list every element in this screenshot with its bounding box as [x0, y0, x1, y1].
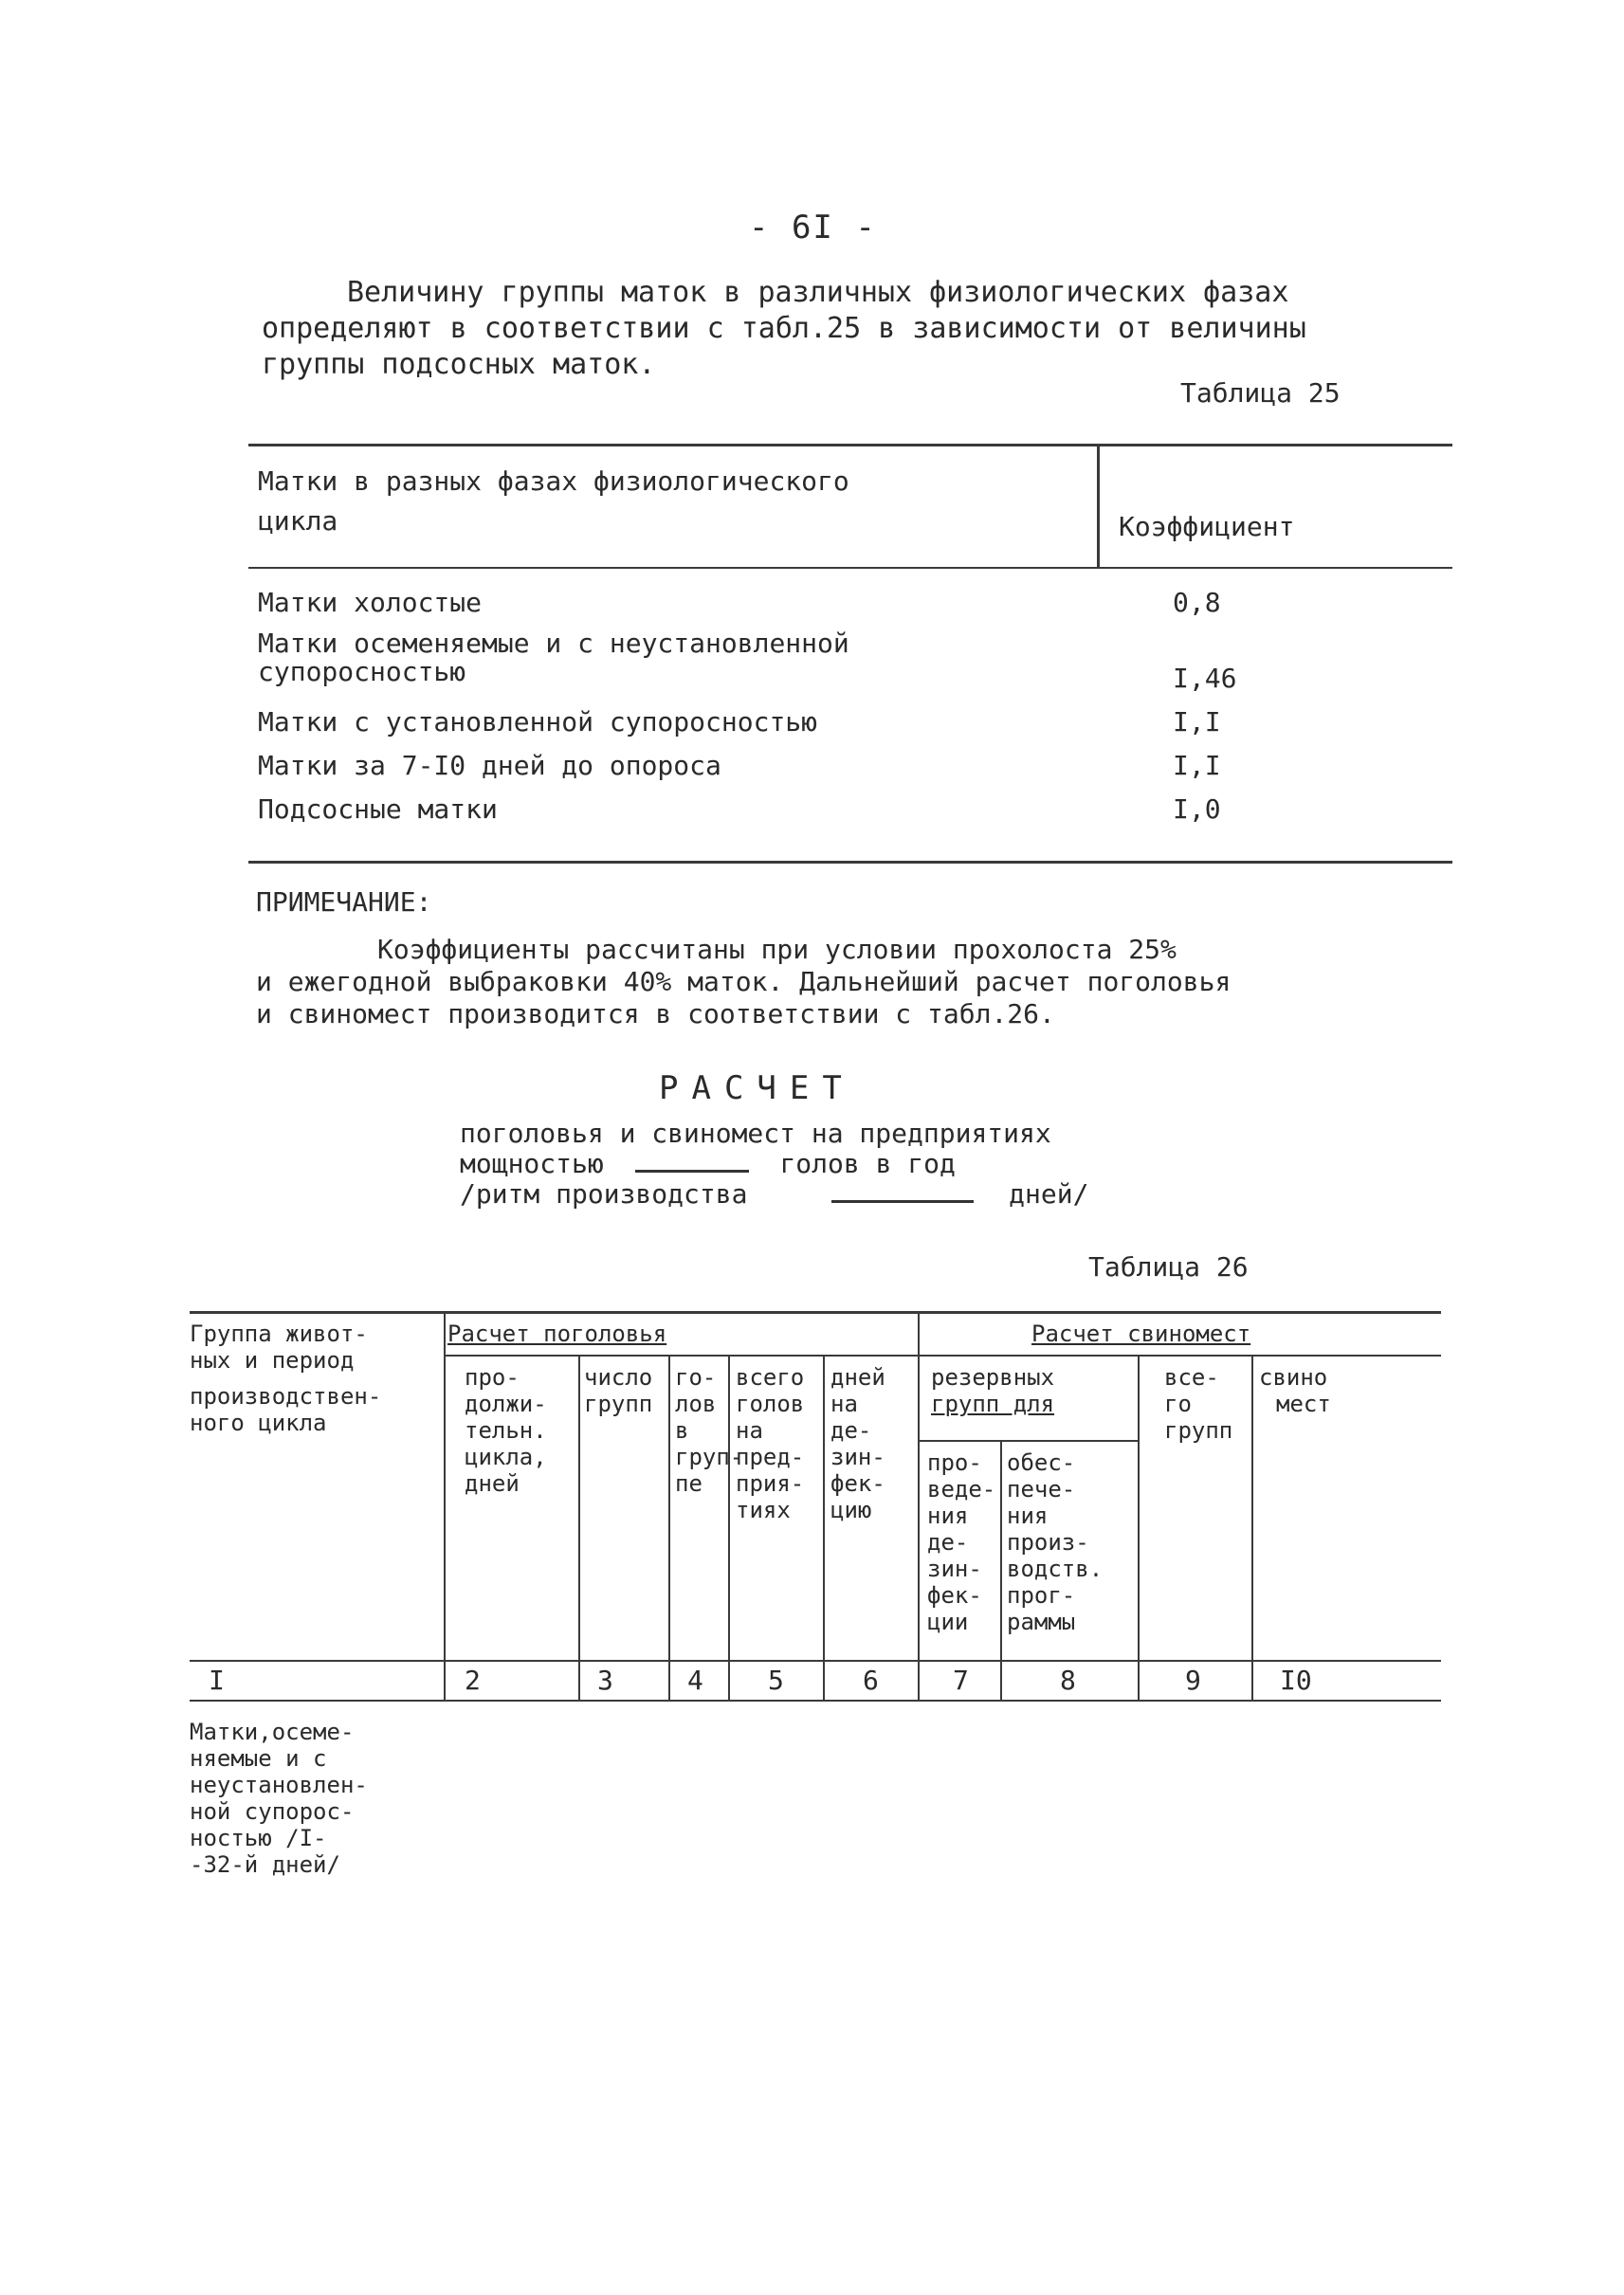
- header-line: произ-: [1007, 1529, 1089, 1556]
- header-line: го: [1164, 1391, 1192, 1417]
- calc-line: [460, 1149, 1088, 1179]
- header-line: пече-: [1007, 1476, 1076, 1503]
- header-line: фек-: [927, 1582, 982, 1609]
- header-line: про-: [927, 1449, 982, 1476]
- table25-row-label: [258, 629, 849, 686]
- calc-text: /ритм производства: [460, 1178, 748, 1210]
- header-line: тиях: [736, 1497, 791, 1523]
- header-line: ния: [1007, 1503, 1049, 1529]
- intro-line: Величину группы маток в различных физиологических фазах: [347, 276, 1289, 309]
- table26-vrule: [1138, 1355, 1140, 1700]
- calc-text: дней/: [1009, 1178, 1089, 1210]
- table26-vrule: [918, 1311, 920, 1700]
- intro-line: определяют в соответствии с табл.25 в зависимости от величины: [262, 312, 1306, 345]
- table25-header-right: Коэффициент: [1119, 511, 1295, 542]
- table26-number-rule: [190, 1700, 1441, 1702]
- table25-column-divider: [1097, 444, 1100, 567]
- page-number: - 6I -: [749, 209, 877, 246]
- header-line: фек-: [830, 1470, 885, 1497]
- header-line: ции: [927, 1609, 969, 1635]
- table25-row-value: I,I: [1173, 706, 1221, 738]
- table26-vrule: [578, 1355, 580, 1700]
- table26-caption: Таблица 26: [1088, 1251, 1249, 1283]
- table25-row-label: Матки за 7-I0 дней до опороса: [258, 750, 721, 781]
- table25-row-value: I,I: [1173, 750, 1221, 781]
- table26-col-number: I0: [1280, 1665, 1312, 1696]
- table26-col-number: 8: [1060, 1665, 1076, 1696]
- label-line: Матки осеменяемые и с неустановленной: [258, 628, 849, 659]
- note-body: [256, 934, 1231, 1030]
- table26-col-number: 2: [465, 1665, 481, 1696]
- header-line: водств.: [1007, 1556, 1104, 1582]
- calc-subtitle: [460, 1119, 1088, 1210]
- table26-col10-header: [1259, 1364, 1331, 1417]
- intro-paragraph: [262, 275, 1390, 383]
- table25-header-left: [258, 464, 849, 538]
- table25-row-label: Матки с установленной супоросностью: [258, 706, 818, 738]
- header-line: де-: [830, 1417, 872, 1444]
- header-line: в: [675, 1417, 689, 1444]
- header-line: всего: [736, 1364, 805, 1391]
- table26-col2-header: [465, 1364, 547, 1497]
- table26-vrule: [1251, 1355, 1253, 1700]
- table26-col4-header: [675, 1364, 743, 1497]
- header-line: число: [584, 1364, 653, 1391]
- header-line: раммы: [1007, 1609, 1076, 1635]
- label-line: неустановлен-: [190, 1772, 368, 1798]
- header-line: все-: [1164, 1364, 1219, 1391]
- header-line: тельн.: [465, 1417, 547, 1444]
- header-line: лов: [675, 1391, 717, 1417]
- note-line: и свиномест производится в соответствии с табл.26.: [256, 998, 1055, 1029]
- label-line: ностью /I-: [190, 1825, 327, 1851]
- table26-col-number: 7: [953, 1665, 969, 1696]
- header-line: производствен-: [190, 1383, 382, 1410]
- header-line: на: [736, 1417, 763, 1444]
- header-line: обес-: [1007, 1449, 1076, 1476]
- header-line: должи-: [465, 1391, 547, 1417]
- table26-group-places: Расчет свиномест: [1031, 1321, 1251, 1347]
- note-line: и ежегодной выбраковки 40% маток. Дальнейший расчет поголовья: [256, 966, 1232, 997]
- header-line: мест: [1276, 1391, 1331, 1417]
- calc-line: поголовья и свиномест на предприятиях: [460, 1118, 1051, 1149]
- header-line: ного цикла: [190, 1410, 327, 1436]
- note-line: Коэффициенты рассчитаны при условии прохолоста 25%: [377, 934, 1177, 965]
- table26-col-number: I: [209, 1665, 225, 1696]
- table26-col5-header: [736, 1364, 804, 1523]
- header-line: веде-: [927, 1476, 996, 1503]
- header-line: на: [830, 1391, 858, 1417]
- header-line: пе: [675, 1470, 703, 1497]
- table25-row-value: I,0: [1173, 793, 1221, 825]
- blank-field: [831, 1200, 974, 1203]
- label-line: Матки,осеме-: [190, 1719, 355, 1745]
- header-line: цикла,: [465, 1444, 547, 1470]
- header-line: Группа живот-: [190, 1321, 368, 1347]
- header-line: групп: [1164, 1417, 1233, 1444]
- table25-caption: Таблица 25: [1180, 377, 1341, 409]
- calc-title: РАСЧЕТ: [659, 1069, 855, 1107]
- table26-col7-header: [927, 1449, 995, 1635]
- header-line: цикла: [258, 505, 338, 537]
- calc-text: мощностью: [460, 1148, 604, 1179]
- table26-vrule: [1000, 1440, 1002, 1700]
- table25-top-rule: [248, 444, 1452, 446]
- table25-row-value: 0,8: [1173, 587, 1221, 618]
- table26-col6-header: [830, 1364, 885, 1523]
- label-line: -32-й дней/: [190, 1851, 340, 1878]
- table26-vrule: [444, 1311, 446, 1700]
- intro-line: группы подсосных маток.: [262, 348, 656, 381]
- header-line: прия-: [736, 1470, 805, 1497]
- header-line: го-: [675, 1364, 717, 1391]
- header-line: голов: [736, 1391, 805, 1417]
- table26-col-number: 3: [597, 1665, 613, 1696]
- header-line: груп-: [675, 1444, 744, 1470]
- table26-col8-header: [1007, 1449, 1103, 1635]
- table26-vrule: [668, 1355, 670, 1700]
- table25-header-rule: [248, 567, 1452, 569]
- header-line: зин-: [830, 1444, 885, 1470]
- table26-col-number: 5: [768, 1665, 784, 1696]
- table26-col-number: 9: [1185, 1665, 1201, 1696]
- note-title: ПРИМЕЧАНИЕ:: [256, 886, 432, 918]
- table26-col9-header: [1164, 1364, 1232, 1444]
- table26-col3-header: [584, 1364, 652, 1417]
- blank-field: [635, 1170, 749, 1173]
- label-line: няемые и с: [190, 1745, 327, 1772]
- table26-group-headcount: Расчет поголовья: [447, 1321, 667, 1347]
- header-line: свино: [1259, 1364, 1328, 1391]
- header-line: ния: [927, 1503, 969, 1529]
- header-line: де-: [927, 1529, 969, 1556]
- table25-row-label: Матки холостые: [258, 587, 483, 618]
- header-line: про-: [465, 1364, 520, 1391]
- table26-reserve-header: [931, 1364, 1054, 1417]
- table26-vrule: [823, 1355, 825, 1700]
- label-line: супоросностью: [258, 656, 466, 687]
- header-line: пред-: [736, 1444, 805, 1470]
- table26-col1-header: [190, 1321, 381, 1436]
- table25-bottom-rule: [248, 861, 1452, 864]
- header-line: зин-: [927, 1556, 982, 1582]
- header-line: цию: [830, 1497, 872, 1523]
- table26-group-rule: [446, 1355, 1441, 1357]
- header-line: групп для: [931, 1391, 1055, 1417]
- table26-reserve-rule: [920, 1440, 1138, 1442]
- header-line: прог-: [1007, 1582, 1076, 1609]
- table26-col-number: 6: [863, 1665, 879, 1696]
- table26-top-rule: [190, 1311, 1441, 1314]
- header-line: Матки в разных фазах физиологического: [258, 465, 849, 497]
- table25: [248, 444, 1452, 863]
- table26: [190, 1311, 1441, 1899]
- calc-line: [460, 1179, 1088, 1210]
- header-line: ных и период: [190, 1347, 355, 1374]
- calc-text: голов в год: [779, 1148, 956, 1179]
- header-line: резервных: [931, 1364, 1055, 1391]
- header-line: групп: [584, 1391, 653, 1417]
- table26-col-number: 4: [687, 1665, 703, 1696]
- table25-row-label: Подсосные матки: [258, 793, 498, 825]
- table25-row-value: I,46: [1173, 663, 1237, 694]
- table26-row-label: [190, 1719, 368, 1878]
- label-line: ной супорос-: [190, 1798, 355, 1825]
- table26-header-bottom-rule: [190, 1660, 1441, 1662]
- header-line: дней: [465, 1470, 520, 1497]
- header-line: дней: [830, 1364, 885, 1391]
